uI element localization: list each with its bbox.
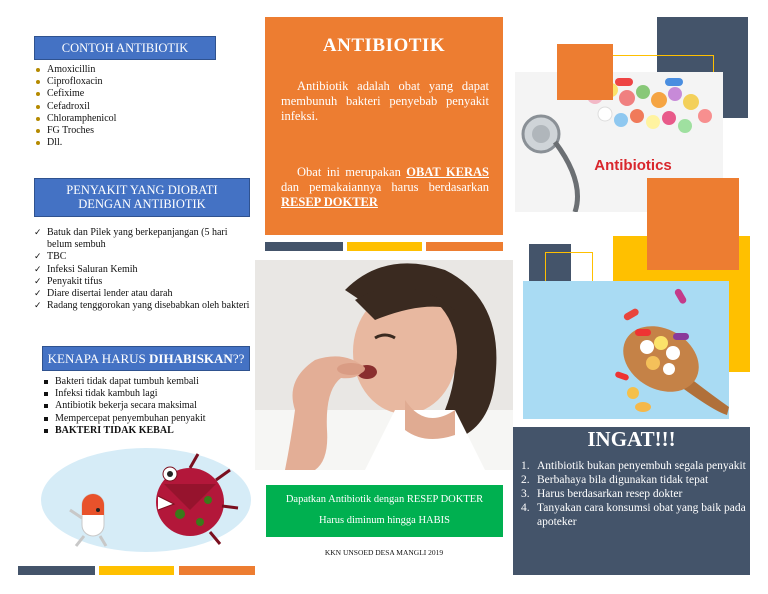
contoh-list bbox=[34, 64, 234, 149]
kenapa-heading-suffix: ?? bbox=[232, 351, 245, 366]
ingat-box bbox=[513, 427, 750, 575]
list-item-number: 2. bbox=[521, 474, 530, 486]
main-title: ANTIBIOTIK bbox=[322, 35, 446, 56]
list-item bbox=[34, 101, 234, 113]
kenapa-heading-prefix: KENAPA HARUS bbox=[47, 351, 150, 366]
penyakit-heading-line2: DENGAN ANTIBIOTIK bbox=[78, 197, 206, 211]
list-item-text: Mempercepat penyembuhan penyakit bbox=[55, 412, 206, 424]
footer-credit: KKN UNSOED DESA MANGLI 2019 bbox=[324, 548, 444, 557]
mid-bar-yellow bbox=[347, 242, 422, 251]
list-item-number: 3. bbox=[521, 488, 530, 500]
list-item-number: 4. bbox=[521, 502, 530, 514]
list-item-text: FG Troches bbox=[47, 125, 94, 137]
list-item bbox=[34, 300, 252, 312]
mid-bar-navy bbox=[265, 242, 343, 251]
contoh-heading: CONTOH ANTIBIOTIK bbox=[34, 36, 216, 60]
list-item bbox=[42, 388, 252, 400]
list-item-text: Cefadroxil bbox=[47, 100, 90, 112]
list-item-text: Chloramphenicol bbox=[47, 112, 117, 124]
resep-dokter-text: RESEP DOKTER bbox=[281, 195, 378, 209]
penyakit-heading-line1: PENYAKIT YANG DIOBATI bbox=[66, 183, 218, 197]
obat-keras-text: OBAT KERAS bbox=[406, 165, 489, 179]
germ-cartoon-illustration bbox=[40, 444, 252, 552]
main-para2 bbox=[281, 165, 489, 210]
list-item bbox=[34, 288, 252, 300]
list-item bbox=[521, 473, 746, 487]
list-item bbox=[42, 400, 252, 412]
list-item-text: Infeksi Saluran Kemih bbox=[47, 263, 138, 275]
kenapa-list bbox=[42, 376, 252, 437]
list-item-text: Penyakit tifus bbox=[47, 275, 103, 287]
antibiotics-image-label: Antibiotics bbox=[594, 157, 672, 174]
pills-on-spoon-photo bbox=[523, 281, 729, 419]
list-item bbox=[42, 425, 252, 437]
list-item-text: Cefixime bbox=[47, 88, 85, 100]
deco-orange-square-mid bbox=[647, 178, 739, 270]
list-item bbox=[34, 276, 252, 288]
list-item-text: Infeksi tidak kambuh lagi bbox=[55, 388, 158, 400]
list-item bbox=[521, 459, 746, 473]
list-item bbox=[34, 76, 234, 88]
list-item bbox=[34, 113, 234, 125]
list-item bbox=[34, 227, 252, 251]
list-item-text: Radang tenggorokan yang disebabkan oleh bakteri bbox=[47, 300, 250, 312]
list-item-text: Tanyakan cara konsumsi obat yang baik pada apoteker bbox=[537, 502, 746, 528]
list-item-number: 1. bbox=[521, 460, 530, 472]
list-item bbox=[521, 487, 746, 501]
list-item-text: Diare disertai lender atau darah bbox=[47, 288, 173, 300]
left-bar-orange bbox=[179, 566, 255, 575]
list-item-text: Batuk dan Pilek yang berkepanjangan (5 hari belum sembuh bbox=[47, 227, 228, 251]
list-item bbox=[521, 501, 746, 529]
list-item bbox=[42, 376, 252, 388]
list-item bbox=[34, 125, 234, 137]
list-item-text: Harus berdasarkan resep dokter bbox=[537, 488, 683, 500]
list-item-text: Berbahaya bila digunakan tidak tepat bbox=[537, 474, 709, 486]
list-item-text: TBC bbox=[47, 251, 67, 263]
list-item bbox=[34, 64, 234, 76]
penyakit-heading bbox=[34, 178, 250, 217]
list-item-text: Antibiotik bukan penyembuh segala penyakit bbox=[537, 460, 746, 472]
kenapa-heading-bold: DIHABISKAN bbox=[149, 351, 233, 366]
main-para2-pre: Obat ini merupakan bbox=[297, 165, 407, 179]
ingat-list bbox=[521, 459, 746, 529]
main-para1: Antibiotik adalah obat yang dapat membunuh bakteri penyebab penyakit infeksi. bbox=[281, 79, 489, 123]
ingat-title: INGAT!!! bbox=[587, 427, 676, 451]
mid-bar-orange bbox=[426, 242, 503, 251]
green-line2: Harus diminum hingga HABIS bbox=[319, 515, 450, 526]
kenapa-heading bbox=[42, 346, 250, 371]
list-item-text: Antibiotik bekerja secara maksimal bbox=[55, 400, 197, 412]
green-line1: Dapatkan Antibiotik dengan RESEP DOKTER bbox=[285, 494, 484, 505]
list-item-text: Amoxicillin bbox=[47, 64, 96, 75]
list-item bbox=[34, 137, 234, 149]
list-item bbox=[34, 88, 234, 100]
deco-orange-square-top bbox=[557, 44, 613, 100]
main-para2-mid: dan pemakaiannya harus berdasarkan bbox=[281, 180, 489, 194]
resep-dokter-notice bbox=[266, 485, 503, 537]
list-item-text: BAKTERI TIDAK KEBAL bbox=[55, 424, 174, 436]
list-item bbox=[34, 251, 252, 263]
list-item-text: Dll. bbox=[47, 137, 63, 149]
list-item bbox=[42, 413, 252, 425]
penyakit-list bbox=[34, 227, 252, 312]
antibiotik-info-panel bbox=[265, 17, 503, 235]
list-item-text: Bakteri tidak dapat tumbuh kembali bbox=[55, 376, 199, 387]
woman-taking-pill-photo bbox=[255, 260, 513, 470]
list-item-text: Ciprofloxacin bbox=[47, 76, 103, 88]
list-item bbox=[34, 264, 252, 276]
left-bar-navy bbox=[18, 566, 95, 575]
left-bar-yellow bbox=[99, 566, 174, 575]
